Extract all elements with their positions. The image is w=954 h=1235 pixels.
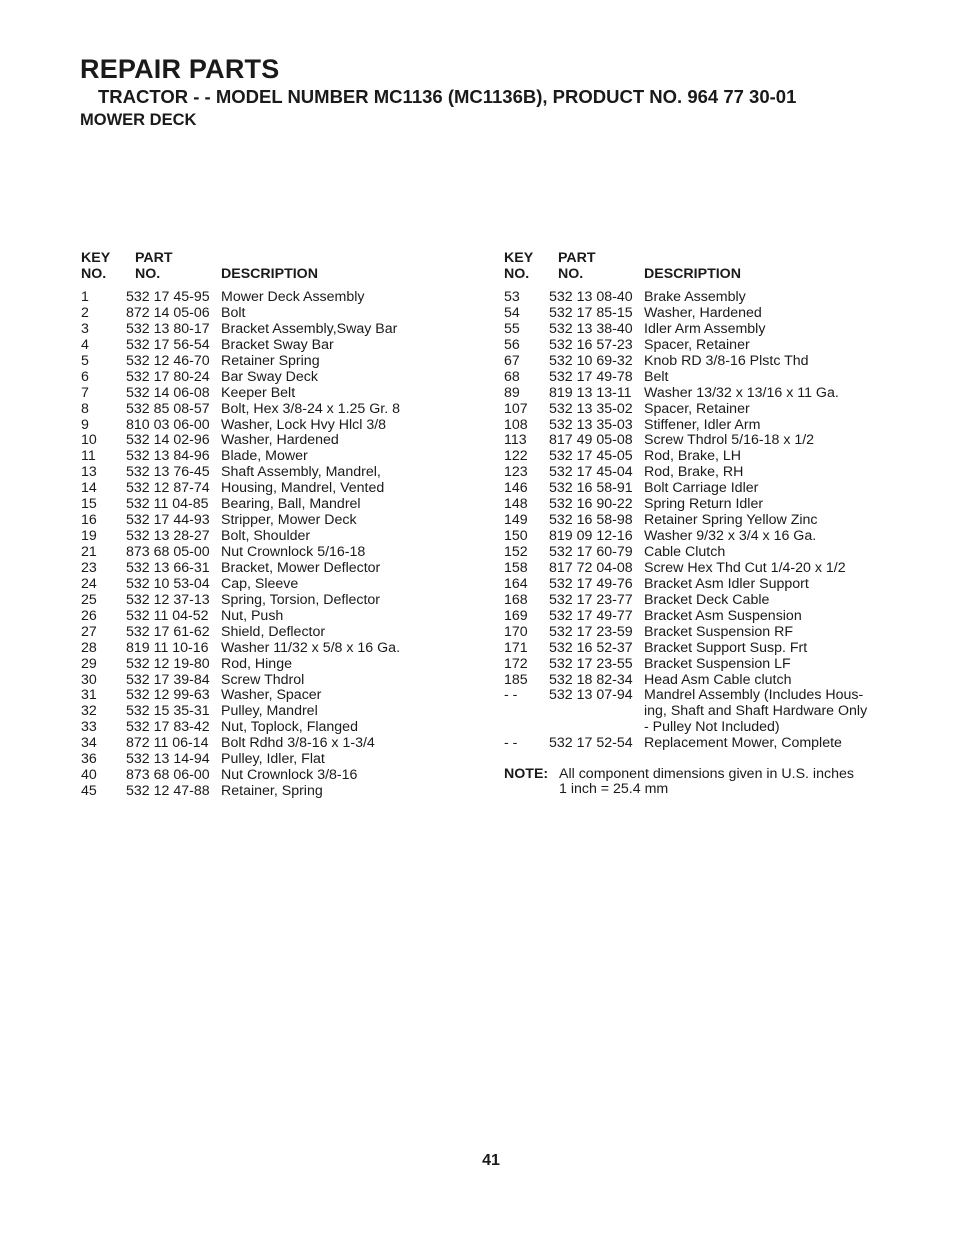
cell-part: 532 16 58-91 — [549, 480, 633, 497]
cell-part: 817 49 05-08 — [549, 432, 633, 449]
table-row — [81, 625, 481, 641]
table-row — [81, 354, 481, 370]
cell-desc: Nut, Toplock, Flanged — [221, 719, 358, 736]
cell-part: 532 17 49-77 — [549, 607, 633, 624]
table-row — [504, 641, 904, 657]
cell-desc: Screw Thdrol 5/16-18 x 1/2 — [644, 432, 815, 449]
cell-part: 819 11 10-16 — [126, 639, 209, 656]
cell-key: 54 — [504, 304, 520, 321]
header-description: DESCRIPTION — [644, 266, 741, 282]
cell-desc: Idler Arm Assembly — [644, 320, 766, 337]
cell-desc: Bracket Assembly,Sway Bar — [221, 320, 398, 337]
parts-list-left — [81, 290, 481, 800]
table-row — [81, 720, 481, 736]
table-row — [81, 784, 481, 800]
cell-part: 532 17 45-04 — [549, 464, 633, 481]
table-row — [81, 657, 481, 673]
cell-key: 10 — [81, 432, 97, 449]
cell-key: 13 — [81, 464, 97, 481]
cell-part: 532 13 38-40 — [549, 320, 633, 337]
cell-desc: Head Asm Cable clutch — [644, 671, 792, 688]
table-row — [504, 354, 904, 370]
cell-desc: Washer, Hardened — [221, 432, 339, 449]
cell-part: 532 16 52-37 — [549, 639, 633, 656]
cell-key: 29 — [81, 655, 97, 672]
cell-desc: Retainer Spring — [221, 352, 320, 369]
cell-desc: Brake Assembly — [644, 289, 746, 305]
cell-key: 14 — [81, 480, 97, 497]
table-row — [504, 449, 904, 465]
cell-desc: Replacement Mower, Complete — [644, 735, 842, 752]
cell-key: 149 — [504, 512, 528, 529]
table-row — [81, 386, 481, 402]
cell-key: 23 — [81, 559, 97, 576]
cell-key: 53 — [504, 289, 520, 305]
cell-key: 33 — [81, 719, 97, 736]
cell-part: 532 15 35-31 — [126, 703, 210, 720]
cell-desc: Mower Deck Assembly — [221, 289, 365, 305]
cell-key: 24 — [81, 575, 97, 592]
cell-desc: Retainer, Spring — [221, 783, 323, 800]
cell-desc: Spring, Torsion, Deflector — [221, 591, 381, 608]
header-part-no: NO. — [558, 266, 584, 282]
parts-table-right — [504, 250, 904, 799]
cell-key: 21 — [81, 544, 97, 560]
cell-part: 532 12 37-13 — [126, 591, 210, 608]
cell-key: 185 — [504, 671, 528, 688]
cell-part: 532 10 53-04 — [126, 575, 210, 592]
cell-part: 532 12 87-74 — [126, 480, 210, 497]
cell-part: 872 14 05-06 — [126, 304, 210, 321]
table-row — [81, 561, 481, 577]
cell-key: 123 — [504, 464, 528, 481]
cell-key: 26 — [81, 607, 97, 624]
table-header-right — [504, 250, 904, 290]
table-row — [81, 290, 481, 306]
cell-desc: Bracket Suspension RF — [644, 623, 794, 640]
cell-desc: Bolt Carriage Idler — [644, 480, 759, 497]
cell-desc: Washer 11/32 x 5/8 x 16 Ga. — [221, 639, 401, 656]
table-row — [504, 561, 904, 577]
table-row — [504, 402, 904, 418]
header-key: KEY — [81, 250, 111, 266]
table-row — [81, 545, 481, 561]
cell-desc: Housing, Mandrel, Vented — [221, 480, 385, 497]
cell-desc: Bracket Asm Idler Support — [644, 575, 809, 592]
cell-desc: Bolt, Hex 3/8-24 x 1.25 Gr. 8 — [221, 400, 401, 417]
cell-key: 2 — [81, 304, 89, 321]
cell-desc: Rod, Brake, LH — [644, 448, 741, 465]
cell-key: 1 — [81, 289, 89, 305]
cell-desc: Screw Hex Thd Cut 1/4-20 x 1/2 — [644, 559, 846, 576]
cell-part: 532 12 47-88 — [126, 783, 210, 800]
note-label: NOTE: — [504, 766, 549, 783]
cell-desc: Mandrel Assembly (Includes Hous- — [644, 687, 864, 704]
table-row — [504, 481, 904, 497]
cell-part: 873 68 06-00 — [126, 767, 210, 784]
cell-part: 532 14 06-08 — [126, 384, 210, 401]
cell-key: 168 — [504, 591, 528, 608]
cell-part: 532 17 45-05 — [549, 448, 633, 465]
cell-key: 11 — [81, 448, 96, 465]
cell-desc: Keeper Belt — [221, 384, 296, 401]
cell-desc: Bracket Support Susp. Frt — [644, 639, 808, 656]
cell-desc: Bearing, Ball, Mandrel — [221, 496, 361, 513]
cell-desc: Shaft Assembly, Mandrel, — [221, 464, 381, 481]
cell-desc: Shield, Deflector — [221, 623, 326, 640]
cell-part: 532 17 49-78 — [549, 368, 633, 385]
cell-part: 532 13 66-31 — [126, 559, 210, 576]
cell-part: 532 13 08-40 — [549, 289, 633, 305]
cell-part: 873 68 05-00 — [126, 544, 210, 560]
cell-key: 56 — [504, 336, 520, 353]
table-row — [81, 497, 481, 513]
cell-part: 532 14 02-96 — [126, 432, 210, 449]
cell-desc: ing, Shaft and Shaft Hardware Only — [644, 703, 868, 720]
cell-part: 532 13 80-17 — [126, 320, 210, 337]
cell-desc: Belt — [644, 368, 669, 385]
cell-key: 31 — [81, 687, 97, 704]
cell-key: 45 — [81, 783, 97, 800]
header-description: DESCRIPTION — [221, 266, 318, 282]
table-row — [81, 433, 481, 449]
cell-part: 532 17 49-76 — [549, 575, 633, 592]
cell-key: - - — [504, 735, 518, 752]
cell-desc: Washer 13/32 x 13/16 x 11 Ga. — [644, 384, 839, 401]
cell-part: 532 11 04-85 — [126, 496, 209, 513]
cell-desc: Nut Crownlock 3/8-16 — [221, 767, 358, 784]
cell-desc: Stiffener, Idler Arm — [644, 416, 761, 433]
cell-key: 108 — [504, 416, 528, 433]
table-row — [504, 465, 904, 481]
cell-desc: Washer, Spacer — [221, 687, 322, 704]
cell-part: 532 13 35-03 — [549, 416, 633, 433]
note-line-2: 1 inch = 25.4 mm — [559, 781, 669, 798]
table-row — [504, 306, 904, 322]
table-row — [81, 641, 481, 657]
table-row-continuation — [504, 720, 904, 736]
table-row — [504, 673, 904, 689]
table-row — [81, 609, 481, 625]
cell-part: 532 13 07-94 — [549, 687, 633, 704]
table-row — [504, 577, 904, 593]
cell-part: 532 17 44-93 — [126, 512, 210, 529]
cell-desc: Bracket Suspension LF — [644, 655, 791, 672]
cell-desc: Spring Return Idler — [644, 496, 764, 513]
table-row — [81, 306, 481, 322]
cell-desc: Bolt — [221, 304, 246, 321]
cell-desc: Washer 9/32 x 3/4 x 16 Ga. — [644, 528, 817, 545]
cell-key: 9 — [81, 416, 89, 433]
table-row — [504, 322, 904, 338]
cell-desc: Bar Sway Deck — [221, 368, 318, 385]
cell-key: 172 — [504, 655, 528, 672]
cell-part: 532 13 28-27 — [126, 528, 210, 545]
cell-part: 532 85 08-57 — [126, 400, 210, 417]
cell-key: 40 — [81, 767, 97, 784]
cell-desc: Bracket, Mower Deflector — [221, 559, 381, 576]
table-row — [81, 402, 481, 418]
cell-key: 15 — [81, 496, 97, 513]
cell-part: 532 12 99-63 — [126, 687, 210, 704]
table-row — [81, 418, 481, 434]
cell-part: 819 09 12-16 — [549, 528, 633, 545]
cell-desc: Pulley, Mandrel — [221, 703, 318, 720]
cell-desc: Bracket Asm Suspension — [644, 607, 802, 624]
header-part: PART — [135, 250, 173, 266]
cell-part: 872 11 06-14 — [126, 735, 209, 752]
header-key: KEY — [504, 250, 534, 266]
cell-key: 152 — [504, 544, 528, 560]
table-row — [504, 736, 904, 752]
cell-desc: Cap, Sleeve — [221, 575, 299, 592]
cell-desc: Spacer, Retainer — [644, 336, 750, 353]
table-row — [81, 513, 481, 529]
table-row — [81, 529, 481, 545]
cell-key: 16 — [81, 512, 97, 529]
table-row — [504, 370, 904, 386]
cell-desc: Washer, Hardened — [644, 304, 762, 321]
cell-key: 68 — [504, 368, 520, 385]
cell-part: 532 12 46-70 — [126, 352, 210, 369]
table-row — [504, 513, 904, 529]
cell-key: 158 — [504, 559, 528, 576]
cell-key: 8 — [81, 400, 89, 417]
table-row — [81, 481, 481, 497]
table-row — [81, 593, 481, 609]
cell-desc: Blade, Mower — [221, 448, 308, 465]
cell-key: 27 — [81, 623, 97, 640]
cell-part: 532 13 76-45 — [126, 464, 210, 481]
cell-key: 6 — [81, 368, 89, 385]
header-part: PART — [558, 250, 596, 266]
cell-key: 148 — [504, 496, 528, 513]
note-line-1: All component dimensions given in U.S. inches — [559, 766, 854, 783]
table-header-left — [81, 250, 481, 290]
table-row — [504, 545, 904, 561]
cell-desc: Rod, Hinge — [221, 655, 292, 672]
cell-part: 532 16 57-23 — [549, 336, 633, 353]
parts-list-right — [504, 290, 904, 752]
cell-desc: Cable Clutch — [644, 544, 726, 560]
table-row — [504, 386, 904, 402]
cell-key: 107 — [504, 400, 528, 417]
cell-part: 532 17 80-24 — [126, 368, 210, 385]
cell-part: 532 10 69-32 — [549, 352, 633, 369]
cell-part: 532 17 23-55 — [549, 655, 633, 672]
cell-key: 4 — [81, 336, 89, 353]
table-row — [81, 338, 481, 354]
table-row — [81, 322, 481, 338]
cell-part: 532 12 19-80 — [126, 655, 210, 672]
cell-desc: Rod, Brake, RH — [644, 464, 744, 481]
table-row — [504, 593, 904, 609]
cell-desc: Nut Crownlock 5/16-18 — [221, 544, 366, 560]
cell-key: 28 — [81, 639, 97, 656]
cell-key: 7 — [81, 384, 89, 401]
table-row — [504, 418, 904, 434]
cell-key: 164 — [504, 575, 528, 592]
cell-desc: Retainer Spring Yellow Zinc — [644, 512, 818, 529]
cell-part: 532 17 60-79 — [549, 544, 633, 560]
table-row — [504, 497, 904, 513]
cell-part: 532 17 85-15 — [549, 304, 633, 321]
cell-key: 146 — [504, 480, 528, 497]
page-number: 41 — [482, 1152, 500, 1169]
cell-desc: Bracket Deck Cable — [644, 591, 770, 608]
cell-part: 532 16 58-98 — [549, 512, 633, 529]
cell-part: 532 13 35-02 — [549, 400, 633, 417]
cell-key: 122 — [504, 448, 528, 465]
table-row — [504, 625, 904, 641]
cell-part: 532 17 23-59 — [549, 623, 633, 640]
table-row — [504, 657, 904, 673]
cell-part: 532 13 14-94 — [126, 751, 210, 768]
header-part-no: NO. — [135, 266, 161, 282]
cell-part: 532 17 52-54 — [549, 735, 633, 752]
cell-part: 532 17 61-62 — [126, 623, 210, 640]
cell-desc: Bolt Rdhd 3/8-16 x 1-3/4 — [221, 735, 375, 752]
table-row — [504, 609, 904, 625]
cell-desc: Spacer, Retainer — [644, 400, 750, 417]
cell-key: 170 — [504, 623, 528, 640]
cell-part: 532 17 83-42 — [126, 719, 210, 736]
cell-desc: Screw Thdrol — [221, 671, 305, 688]
cell-part: 532 17 45-95 — [126, 289, 210, 305]
cell-key: 67 — [504, 352, 520, 369]
cell-desc: Nut, Push — [221, 607, 284, 624]
table-row — [81, 704, 481, 720]
section-title: MOWER DECK — [80, 111, 197, 129]
cell-key: 171 — [504, 639, 528, 656]
cell-key: 150 — [504, 528, 528, 545]
table-row — [81, 688, 481, 704]
cell-part: 532 11 04-52 — [126, 607, 209, 624]
cell-part: 817 72 04-08 — [549, 559, 633, 576]
cell-key: 36 — [81, 751, 97, 768]
dimension-note — [504, 767, 904, 799]
cell-key: 55 — [504, 320, 520, 337]
cell-key: 25 — [81, 591, 97, 608]
table-row — [504, 688, 904, 704]
cell-desc: Knob RD 3/8-16 Plstc Thd — [644, 352, 809, 369]
cell-key: 5 — [81, 352, 89, 369]
cell-key: 19 — [81, 528, 97, 545]
cell-key: 169 — [504, 607, 528, 624]
cell-part: 532 16 90-22 — [549, 496, 633, 513]
cell-desc: Washer, Lock Hvy Hlcl 3/8 — [221, 416, 387, 433]
cell-part: 810 03 06-00 — [126, 416, 210, 433]
cell-part: 532 17 39-84 — [126, 671, 210, 688]
cell-key: 3 — [81, 320, 89, 337]
table-row — [81, 449, 481, 465]
cell-part: 532 18 82-34 — [549, 671, 633, 688]
cell-desc: Bolt, Shoulder — [221, 528, 311, 545]
table-row — [81, 736, 481, 752]
table-row — [504, 290, 904, 306]
cell-key: 34 — [81, 735, 97, 752]
table-row — [81, 673, 481, 689]
header-key-no: NO. — [81, 266, 107, 282]
cell-key: 113 — [504, 432, 527, 449]
table-row — [81, 768, 481, 784]
cell-part: 532 17 56-54 — [126, 336, 210, 353]
page-title: REPAIR PARTS — [80, 54, 280, 84]
cell-part: 819 13 13-11 — [549, 384, 632, 401]
cell-key: 30 — [81, 671, 97, 688]
cell-key: - - — [504, 687, 518, 704]
table-row — [504, 433, 904, 449]
table-row — [504, 529, 904, 545]
table-row-continuation — [504, 704, 904, 720]
table-row — [81, 465, 481, 481]
table-row — [81, 370, 481, 386]
parts-table-left — [81, 250, 481, 800]
header-key-no: NO. — [504, 266, 530, 282]
table-row — [504, 338, 904, 354]
cell-key: 32 — [81, 703, 97, 720]
cell-desc: Pulley, Idler, Flat — [221, 751, 325, 768]
cell-key: 89 — [504, 384, 520, 401]
model-subtitle: TRACTOR - - MODEL NUMBER MC1136 (MC1136B), PRODUCT NO. 964 77 30-01 — [98, 86, 797, 107]
cell-part: 532 13 84-96 — [126, 448, 210, 465]
table-row — [81, 577, 481, 593]
cell-desc: Bracket Sway Bar — [221, 336, 334, 353]
table-row — [81, 752, 481, 768]
cell-desc: Stripper, Mower Deck — [221, 512, 357, 529]
cell-desc: - Pulley Not Included) — [644, 719, 780, 736]
cell-part: 532 17 23-77 — [549, 591, 633, 608]
